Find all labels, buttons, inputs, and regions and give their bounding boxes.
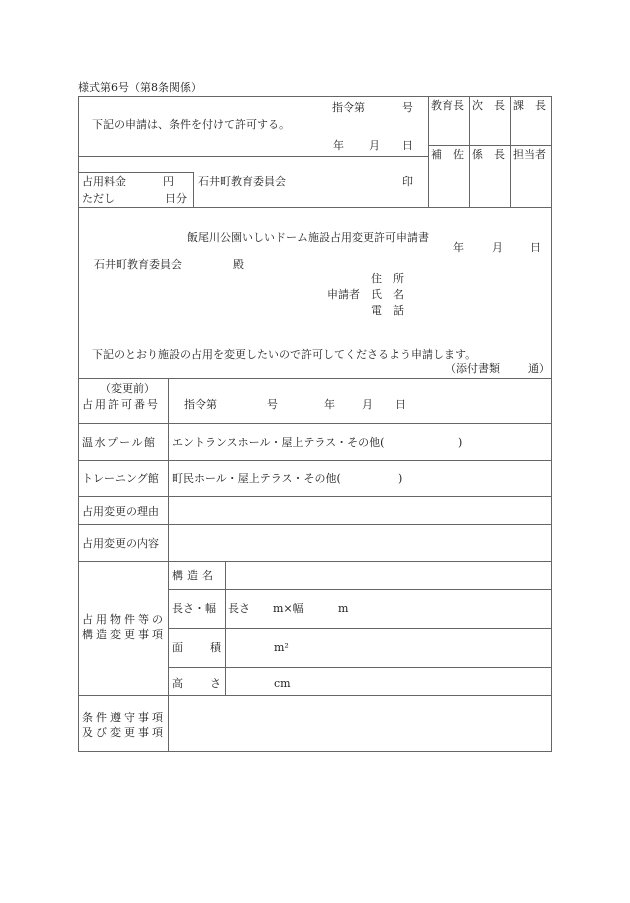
training-hall-label: トレーニング館 bbox=[82, 472, 159, 485]
height-label: 高 さ bbox=[172, 677, 229, 690]
training-hall-options: 町民ホール・屋上テラス・その他( bbox=[172, 472, 341, 485]
proviso-label: ただし bbox=[82, 192, 115, 205]
permit-number-suffix: 号 bbox=[267, 398, 278, 411]
form-frame bbox=[78, 96, 552, 752]
approval-assistant: 補 佐 bbox=[431, 148, 464, 161]
permit-date-month: 月 bbox=[369, 139, 380, 152]
divider bbox=[78, 378, 552, 379]
divider bbox=[469, 96, 470, 207]
divider bbox=[510, 96, 511, 207]
length-width-label: 長さ・幅 bbox=[172, 602, 216, 615]
form-label: 様式第6号（第8条関係） bbox=[78, 81, 202, 94]
applicant-label: 申請者 bbox=[327, 288, 360, 301]
length-prefix: 長さ bbox=[228, 602, 250, 615]
order-number-suffix: 号 bbox=[402, 101, 413, 114]
permit-number-label-line1: （変更前） bbox=[100, 382, 155, 395]
divider bbox=[168, 589, 552, 590]
structure-label-line1: 占用物件等の bbox=[82, 613, 166, 626]
application-date-year: 年 bbox=[453, 241, 464, 254]
conditions-label-line2: 及び変更事項 bbox=[82, 726, 166, 739]
attachments-unit: 通） bbox=[528, 362, 550, 375]
order-number-prefix: 指令第 bbox=[332, 101, 365, 114]
approval-chief-clerk: 係 長 bbox=[472, 148, 505, 161]
structure-name-field[interactable] bbox=[226, 562, 551, 589]
fee-label: 占用料金 bbox=[82, 175, 126, 188]
application-title: 飯尾川公園いしいドーム施設占用変更許可申請書 bbox=[187, 231, 429, 244]
divider bbox=[428, 96, 429, 207]
content-label: 占用変更の内容 bbox=[82, 537, 159, 550]
height-unit: cm bbox=[274, 677, 291, 690]
width-unit: m bbox=[338, 602, 349, 615]
structure-name-label: 構造名 bbox=[172, 569, 217, 582]
divider bbox=[168, 628, 552, 629]
divider bbox=[78, 172, 193, 173]
attachments-label: （添付書類 bbox=[445, 362, 500, 375]
applicant-address-label: 住 所 bbox=[371, 272, 404, 285]
area-label: 面 積 bbox=[172, 641, 229, 654]
fee-unit: 円 bbox=[163, 175, 174, 188]
approval-superintendent: 教育長 bbox=[431, 99, 464, 112]
divider bbox=[428, 145, 552, 146]
pool-hall-options: エントランスホール・屋上テラス・その他( bbox=[172, 436, 385, 449]
approval-staff: 担当者 bbox=[513, 148, 546, 161]
permit-number-prefix: 指令第 bbox=[184, 398, 217, 411]
area-unit: m² bbox=[274, 641, 289, 654]
conditions-field[interactable] bbox=[169, 696, 551, 751]
divider bbox=[78, 423, 552, 424]
approval-section-chief: 課 長 bbox=[513, 99, 546, 112]
permit-number-day: 日 bbox=[395, 398, 406, 411]
width-mid: m×幅 bbox=[273, 602, 304, 615]
permit-date-year: 年 bbox=[333, 139, 344, 152]
reason-field[interactable] bbox=[169, 497, 551, 524]
permit-statement: 下記の申請は、条件を付けて許可する。 bbox=[92, 118, 290, 131]
honorific: 殿 bbox=[233, 258, 244, 271]
divider bbox=[78, 207, 552, 208]
divider bbox=[193, 172, 194, 207]
issuer: 石井町教育委員会 bbox=[198, 175, 286, 188]
permit-number-year: 年 bbox=[324, 398, 335, 411]
applicant-name-label: 氏 名 bbox=[371, 288, 404, 301]
addressee: 石井町教育委員会 bbox=[94, 258, 182, 271]
permit-number-label: 占用許可番号 bbox=[82, 398, 160, 411]
pool-hall-label: 温水プール館 bbox=[82, 436, 157, 449]
divider bbox=[168, 667, 552, 668]
pool-hall-other-field[interactable] bbox=[402, 430, 456, 452]
application-date-month: 月 bbox=[492, 241, 503, 254]
training-hall-other-field[interactable] bbox=[355, 466, 397, 488]
proviso-unit: 日分 bbox=[165, 192, 187, 205]
permit-date-day: 日 bbox=[402, 139, 413, 152]
permit-number-month: 月 bbox=[362, 398, 373, 411]
training-hall-close: ) bbox=[398, 472, 403, 485]
pool-hall-close: ) bbox=[458, 436, 463, 449]
divider bbox=[78, 156, 428, 157]
reason-label: 占用変更の理由 bbox=[82, 505, 159, 518]
application-date-day: 日 bbox=[530, 241, 541, 254]
applicant-phone-label: 電 話 bbox=[371, 304, 404, 317]
content-field[interactable] bbox=[169, 525, 551, 561]
seal-mark: 印 bbox=[402, 175, 413, 188]
approval-deputy: 次 長 bbox=[472, 99, 505, 112]
request-text: 下記のとおり施設の占用を変更したいので許可してくださるよう申請します。 bbox=[92, 348, 477, 361]
divider bbox=[78, 460, 552, 461]
structure-label-line2: 構造変更事項 bbox=[82, 628, 166, 641]
conditions-label-line1: 条件遵守事項 bbox=[82, 711, 166, 724]
